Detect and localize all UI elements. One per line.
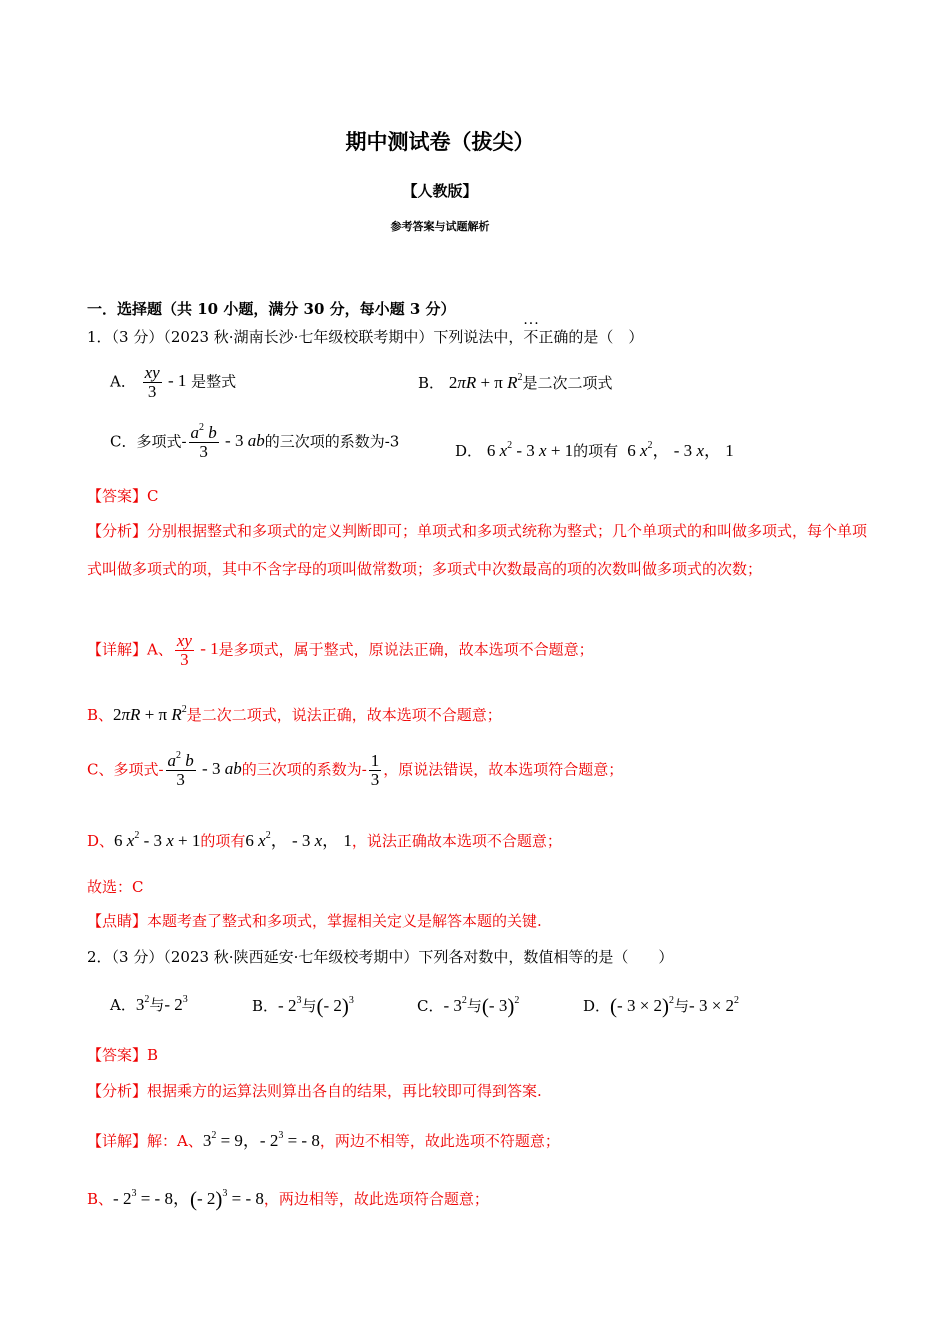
- detail-suffix: ，原说法错误，故本选项符合题意；: [383, 760, 624, 779]
- detail-suffix: ，两边不相等，故此选项不符题意；: [319, 1132, 560, 1150]
- math-expression: - $3 \times 2^2$: [689, 995, 740, 1015]
- q2-option-c: C．- $3^2$与(- 3)$^2$: [417, 994, 520, 1018]
- math-expression: $\frac{a^2 b}{3}$ - 3 ab: [190, 422, 265, 461]
- q1-comment: 【点睛】本题考查了整式和多项式，掌握相关定义是解答本题的关键.: [87, 912, 542, 930]
- math-expression: $\frac{xy}{3}$ - 1: [144, 363, 187, 401]
- option-label: D．: [583, 997, 611, 1015]
- math-expression: $\frac{a^2 b}{3}$ - 3 ab: [167, 750, 242, 789]
- math-expression: - $3^2$: [443, 995, 467, 1015]
- option-label: B．: [418, 374, 445, 392]
- q1-option-a: [110, 364, 236, 401]
- math-expression: 6 $x^2$， - 3 x， 1: [622, 440, 734, 460]
- detail-prefix: B、: [87, 1190, 114, 1208]
- detail-prefix: C、多项式-: [87, 760, 164, 779]
- q2-answer: 【答案】B: [87, 1046, 159, 1064]
- math-expression: - $2^3$: [164, 994, 188, 1014]
- page-title: 期中测试卷（拔尖）: [345, 129, 535, 154]
- detail-prefix: 【详解】A、: [87, 640, 173, 659]
- math-expression: 6 $x^2$， - 3 x， 1: [245, 830, 352, 850]
- option-text: 是二次二项式: [522, 374, 613, 392]
- math-expression: $3^2 = 9$，- $2^3$ = - 8: [202, 1130, 320, 1150]
- math-expression: (- 3 × 2)$^2$: [610, 994, 675, 1018]
- math-expression: 6 $x^2 - 3$ x + 1: [486, 440, 574, 460]
- detail-mid: 的三次项的系数为-: [241, 760, 367, 779]
- edition-label: 【人教版】: [402, 182, 478, 200]
- q1-option-d: [455, 436, 734, 461]
- option-label: A．: [110, 996, 136, 1014]
- q1-stem-prefix: 1．（3 分）（2023 秋·湖南长沙·七年级校联考期中）下列说法中，: [87, 328, 524, 346]
- math-expression: (- 3)$^2$: [481, 994, 520, 1018]
- q2-analysis: 【分析】根据乘方的运算法则算出各自的结果，再比较即可得到答案.: [87, 1082, 542, 1100]
- option-label: B．: [252, 997, 279, 1015]
- math-expression: - $2^3$ = - 8，(- 2)$^3$ = - 8: [113, 1187, 264, 1211]
- q1-detail-d: [87, 826, 562, 851]
- option-label: A．: [110, 372, 136, 391]
- math-expression: $\frac{xy}{3}$ - 1: [176, 631, 219, 669]
- q2-detail-a: [87, 1126, 560, 1151]
- q1-detail-b: [87, 704, 502, 725]
- option-label: D．: [455, 442, 483, 460]
- math-expression: 2πR + π $R^2$: [113, 704, 187, 724]
- math-expression: 2πR + π $R^2$: [448, 372, 523, 392]
- q2-detail-b: [87, 1184, 489, 1212]
- math-expression: 6 $x^2 - 3$ x + 1: [114, 830, 201, 850]
- math-expression: (- 2)$^3$: [316, 994, 354, 1018]
- detail-mid: 的项有: [200, 832, 246, 850]
- q1-answer: 【答案】C: [87, 487, 159, 505]
- option-text: 是整式: [191, 372, 237, 391]
- detail-suffix: 是二次二项式，说法正确，故本选项不合题意；: [186, 706, 502, 724]
- q1-stem-emphasis: ··· 不正确: [523, 328, 568, 346]
- q2-option-b: B．- $2^3$与(- 2)$^3$: [252, 994, 354, 1018]
- detail-suffix: 是多项式，属于整式，原说法正确，故本选项不合题意；: [218, 640, 594, 659]
- detail-prefix: D、: [87, 832, 115, 850]
- q1-stem: [87, 326, 643, 347]
- q1-analysis: 【分析】分别根据整式和多项式的定义判断即可；单项式和多项式统称为整式；几个单项式的和叫做多项式，每个单项式叫做多项式的项，其中不含字母的项叫做常数项；多项式中次数最高的项的次数叫做多项式的次数；: [87, 522, 868, 578]
- answer-subtitle: 参考答案与试题解析: [390, 220, 490, 233]
- detail-prefix: 【详解】解：A、: [87, 1132, 203, 1150]
- q2-stem: 2．（3 分）（2023 秋·陕西延安·七年级校考期中）下列各对数中，数值相等的是（ ）: [87, 948, 674, 966]
- detail-prefix: B、: [87, 706, 114, 724]
- math-expression: $3^2$: [135, 994, 150, 1014]
- math-expression: $\frac{1}{3}$: [370, 751, 380, 789]
- section-heading: 一．选择题（共 10 小题，满分 30 分，每小题 3 分）: [87, 300, 456, 318]
- detail-suffix: ，两边相等，故此选项符合题意；: [263, 1190, 489, 1208]
- option-text: 的项有: [573, 442, 619, 460]
- q1-stem-suffix: 的是（ ）: [568, 328, 644, 346]
- q1-detail-c: [87, 752, 623, 789]
- q1-detail-a: [87, 632, 594, 669]
- q1-choose: 故选：C: [87, 878, 144, 896]
- option-text: 的三次项的系数为-3: [264, 432, 400, 451]
- q1-option-c: [110, 424, 399, 461]
- q2-option-d: D．(- 3 × 2)$^2$与- $3 \times 2^2$: [583, 994, 740, 1018]
- detail-suffix: ，说法正确故本选项不合题意；: [351, 832, 562, 850]
- option-label: C．多项式-: [110, 432, 187, 451]
- math-expression: - $2^3$: [278, 995, 302, 1015]
- option-label: C．: [417, 997, 444, 1015]
- q2-option-a: A．$3^2$与- $2^3$: [110, 994, 188, 1014]
- q1-option-b: [418, 372, 613, 393]
